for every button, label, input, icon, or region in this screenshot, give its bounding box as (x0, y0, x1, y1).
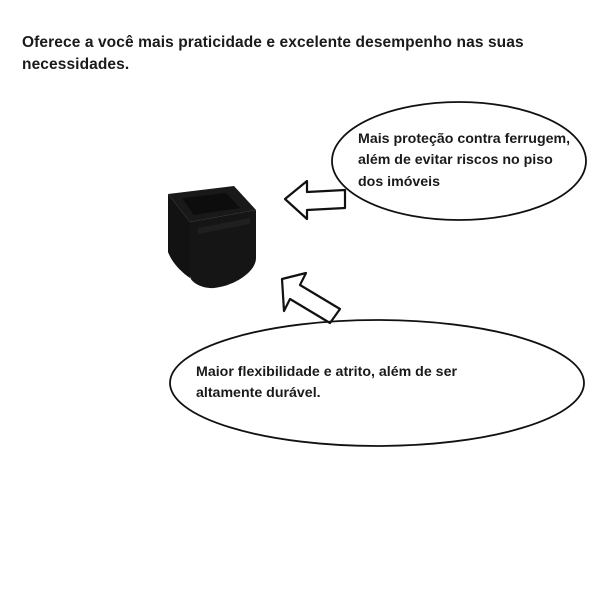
product-cube-icon (138, 172, 268, 302)
arrow-lower (278, 265, 344, 325)
callout-bubble-top (330, 100, 588, 222)
page-title: Oferece a você mais praticidade e excelente desempenho nas suas necessidades. (22, 34, 524, 74)
callout-top-text: Mais proteção contra ferrugem, além de evitar riscos no piso dos imóveis (358, 131, 571, 190)
callout-bubble-bottom (168, 318, 586, 448)
product-illustration (138, 172, 268, 302)
callout-bottom-text: Maior flexibilidade e atrito, além de ser altamente durável. (196, 363, 457, 401)
